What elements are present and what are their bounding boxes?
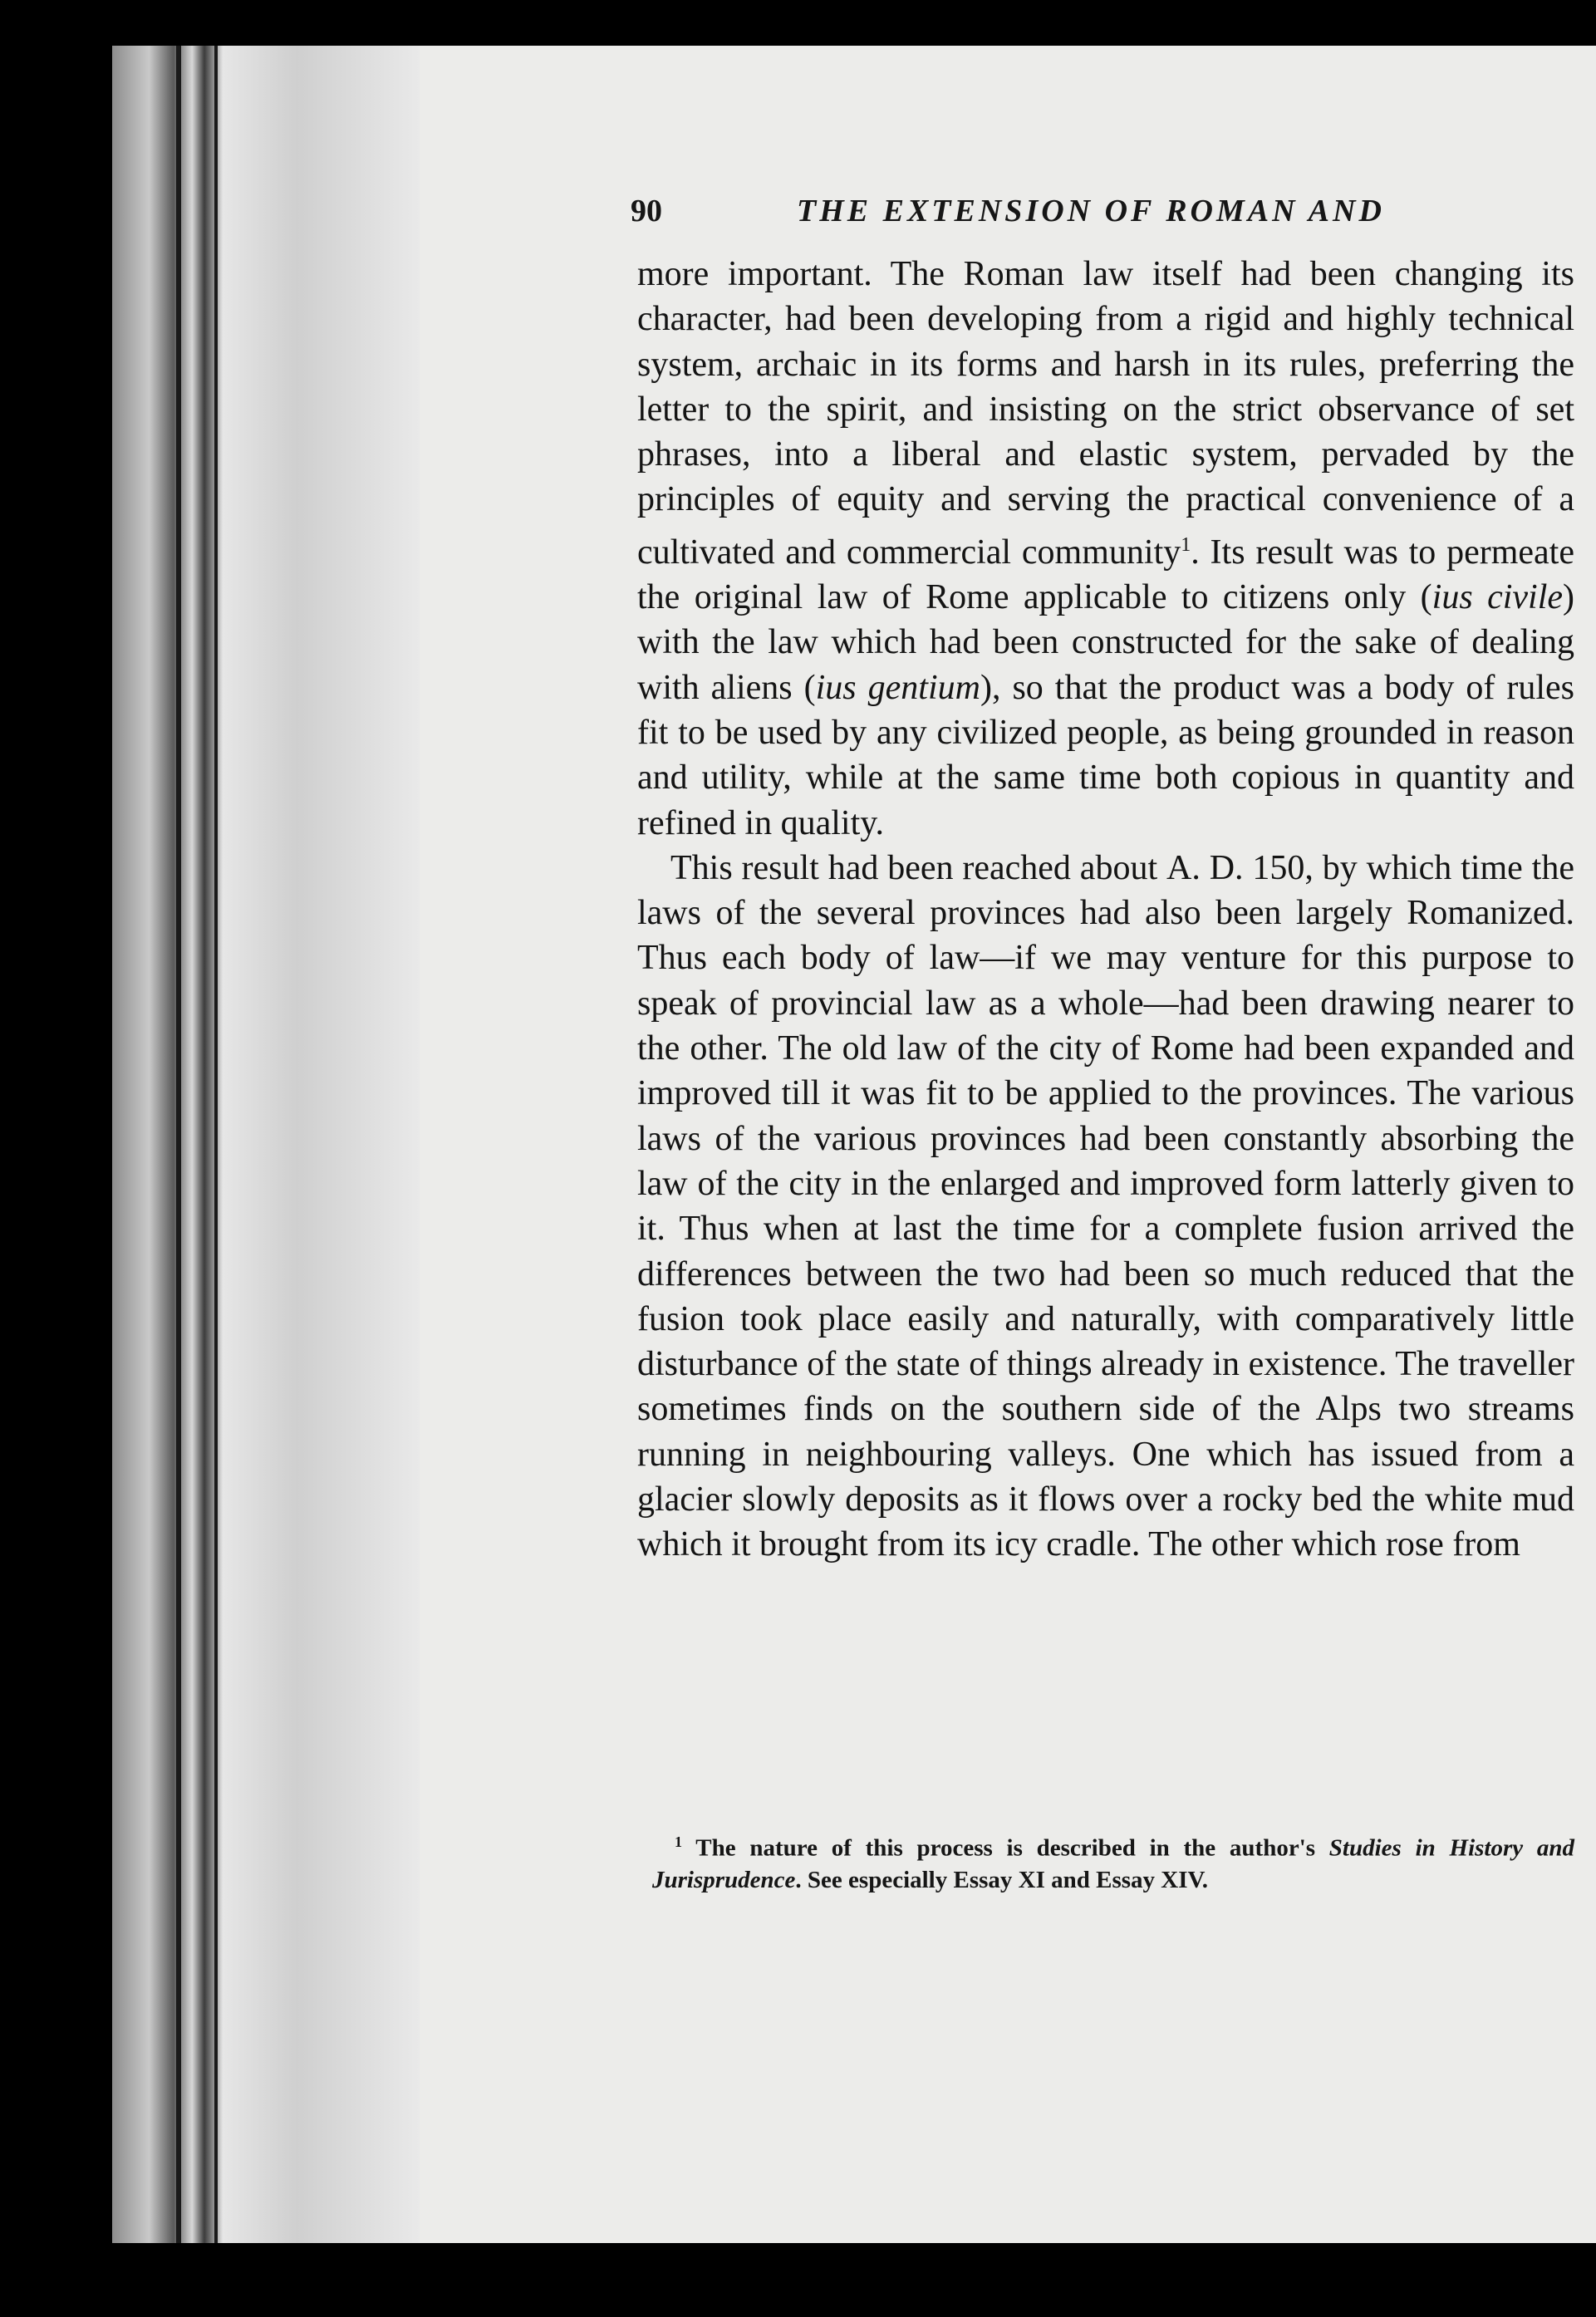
paragraph: more important. The Roman law itself had been changing its character, had been developing from a rigid and highly technical system, archaic in its forms and harsh in its rules, preferring the letter to the spirit, and insisting on the strict observance of set phrases, into a liberal and elastic system, pervaded by the principles of equity and serving the practical convenience of a cultivated and commercial community$^1$. Its result was to permeate the original law of Rome applicable to citizens only (ius civile) with the law which had been constructed for the sake of dealing with aliens (ius gentium), so that the product was a body of rules fit to be used by any civilized people, as being grounded in reason and utility, while at the same time both copious in quantity and refined in quality.: [637, 255, 1574, 842]
footnote-reference[interactable]: 1: [1181, 533, 1191, 556]
footnote-marker: 1: [675, 1833, 682, 1850]
book-binding-edge: [112, 46, 420, 2243]
latin-term: ius civile: [1431, 578, 1563, 617]
paragraph: This result had been reached about A. D. 150, by which time the laws of the several provinces had also been largely Romanized. Thus each body of law—if we may venture for this purpose to speak of provincial law as a whole—had been drawing nearer to the other. The old law of the city of Rome had been expanded and improved till it was fit to be applied to the provinces. The various laws of the various provinces had been constantly absorbing the law of the city in the enlarged and improved form latterly given to it. Thus when at last the time for a complete fusion arrived the differences between the two had been so much reduced that the fusion took place easily and naturally, with comparatively little disturbance of the state of things already in existence. The traveller sometimes finds on the southern side of the Alps two streams running in neighbouring valleys. One which has issued from a glacier slowly deposits as it flows over a rocky bed the white mud which it brought from its icy cradle. The other which rose from: [637, 848, 1574, 1564]
binding-shadow-line: [214, 46, 218, 2243]
latin-term: ius gentium: [815, 668, 980, 707]
book-title: Studies in History and Jurisprudence: [652, 1834, 1574, 1893]
page-header: [631, 184, 1586, 243]
page-number: 90: [631, 194, 662, 228]
body-text: [637, 252, 1574, 1568]
running-head: THE EXTENSION OF ROMAN AND: [797, 194, 1385, 228]
binding-shadow-line: [176, 46, 181, 2243]
footnote: $^1$ The nature of this process is described in the author's Studies in History and Jurisprudence. See especially Essay XI and Essay XIV.: [652, 1833, 1574, 1893]
era-abbreviation: A. D.: [1166, 848, 1244, 887]
